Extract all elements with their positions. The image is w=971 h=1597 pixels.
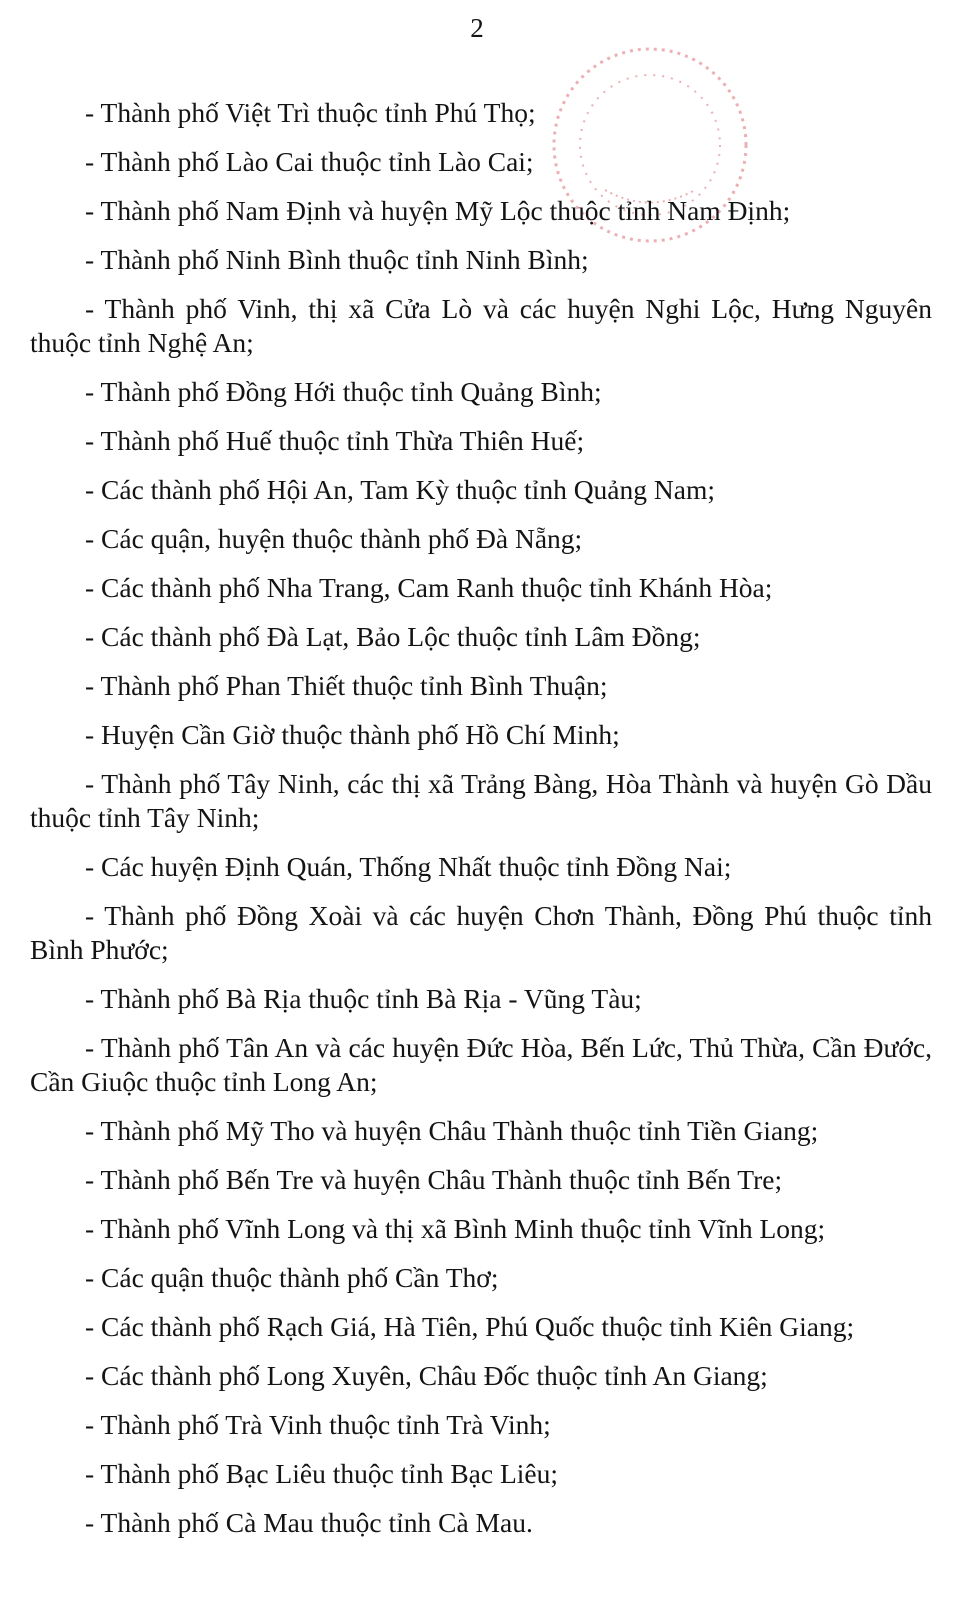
list-item: - Thành phố Ninh Bình thuộc tỉnh Ninh Bình; bbox=[85, 244, 589, 275]
list-item: - Các thành phố Đà Lạt, Bảo Lộc thuộc tỉnh Lâm Đồng; bbox=[85, 621, 701, 652]
list-item: - Thành phố Vinh, thị xã Cửa Lò và các huyện Nghi Lộc, Hưng Nguyên thuộc tỉnh Nghệ An; bbox=[30, 293, 932, 358]
list-item: - Thành phố Lào Cai thuộc tỉnh Lào Cai; bbox=[85, 146, 534, 177]
list-item: - Thành phố Phan Thiết thuộc tỉnh Bình Thuận; bbox=[85, 670, 608, 701]
list-item: - Thành phố Việt Trì thuộc tỉnh Phú Thọ; bbox=[85, 97, 536, 128]
list-item: - Thành phố Bạc Liêu thuộc tỉnh Bạc Liêu; bbox=[85, 1458, 558, 1489]
list-item: - Các quận thuộc thành phố Cần Thơ; bbox=[85, 1262, 499, 1293]
list-item: - Thành phố Bến Tre và huyện Châu Thành thuộc tỉnh Bến Tre; bbox=[85, 1164, 783, 1195]
locality-list bbox=[30, 96, 932, 1555]
list-item: - Thành phố Đồng Xoài và các huyện Chơn Thành, Đồng Phú thuộc tỉnh Bình Phước; bbox=[30, 900, 932, 965]
page-number: 2 bbox=[470, 13, 484, 43]
list-item: - Các quận, huyện thuộc thành phố Đà Nẵng; bbox=[85, 523, 583, 554]
list-item: - Thành phố Trà Vinh thuộc tỉnh Trà Vinh; bbox=[85, 1409, 551, 1440]
list-item: - Huyện Cần Giờ thuộc thành phố Hồ Chí Minh; bbox=[85, 719, 620, 750]
list-item: - Thành phố Bà Rịa thuộc tỉnh Bà Rịa - Vũng Tàu; bbox=[85, 983, 642, 1014]
list-item: - Các thành phố Nha Trang, Cam Ranh thuộc tỉnh Khánh Hòa; bbox=[85, 572, 773, 603]
list-item: - Thành phố Đồng Hới thuộc tỉnh Quảng Bình; bbox=[85, 376, 602, 407]
list-item: - Thành phố Vĩnh Long và thị xã Bình Minh thuộc tỉnh Vĩnh Long; bbox=[85, 1213, 826, 1244]
list-item: - Các huyện Định Quán, Thống Nhất thuộc tỉnh Đồng Nai; bbox=[85, 851, 732, 882]
list-item: - Thành phố Tây Ninh, các thị xã Trảng Bàng, Hòa Thành và huyện Gò Dầu thuộc tỉnh Tây Ninh; bbox=[30, 768, 932, 833]
list-item: - Thành phố Mỹ Tho và huyện Châu Thành thuộc tỉnh Tiền Giang; bbox=[85, 1115, 819, 1146]
list-item: - Thành phố Nam Định và huyện Mỹ Lộc thuộc tỉnh Nam Định; bbox=[85, 195, 791, 226]
list-item: - Thành phố Tân An và các huyện Đức Hòa, Bến Lức, Thủ Thừa, Cần Đước, Cần Giuộc thuộc tỉnh Long An; bbox=[30, 1032, 932, 1097]
list-item: - Thành phố Cà Mau thuộc tỉnh Cà Mau. bbox=[85, 1507, 533, 1538]
list-item: - Các thành phố Rạch Giá, Hà Tiên, Phú Quốc thuộc tỉnh Kiên Giang; bbox=[85, 1311, 855, 1342]
list-item: - Các thành phố Hội An, Tam Kỳ thuộc tỉnh Quảng Nam; bbox=[85, 474, 715, 505]
list-item: - Các thành phố Long Xuyên, Châu Đốc thuộc tỉnh An Giang; bbox=[85, 1360, 768, 1391]
list-item: - Thành phố Huế thuộc tỉnh Thừa Thiên Huế; bbox=[85, 425, 585, 456]
